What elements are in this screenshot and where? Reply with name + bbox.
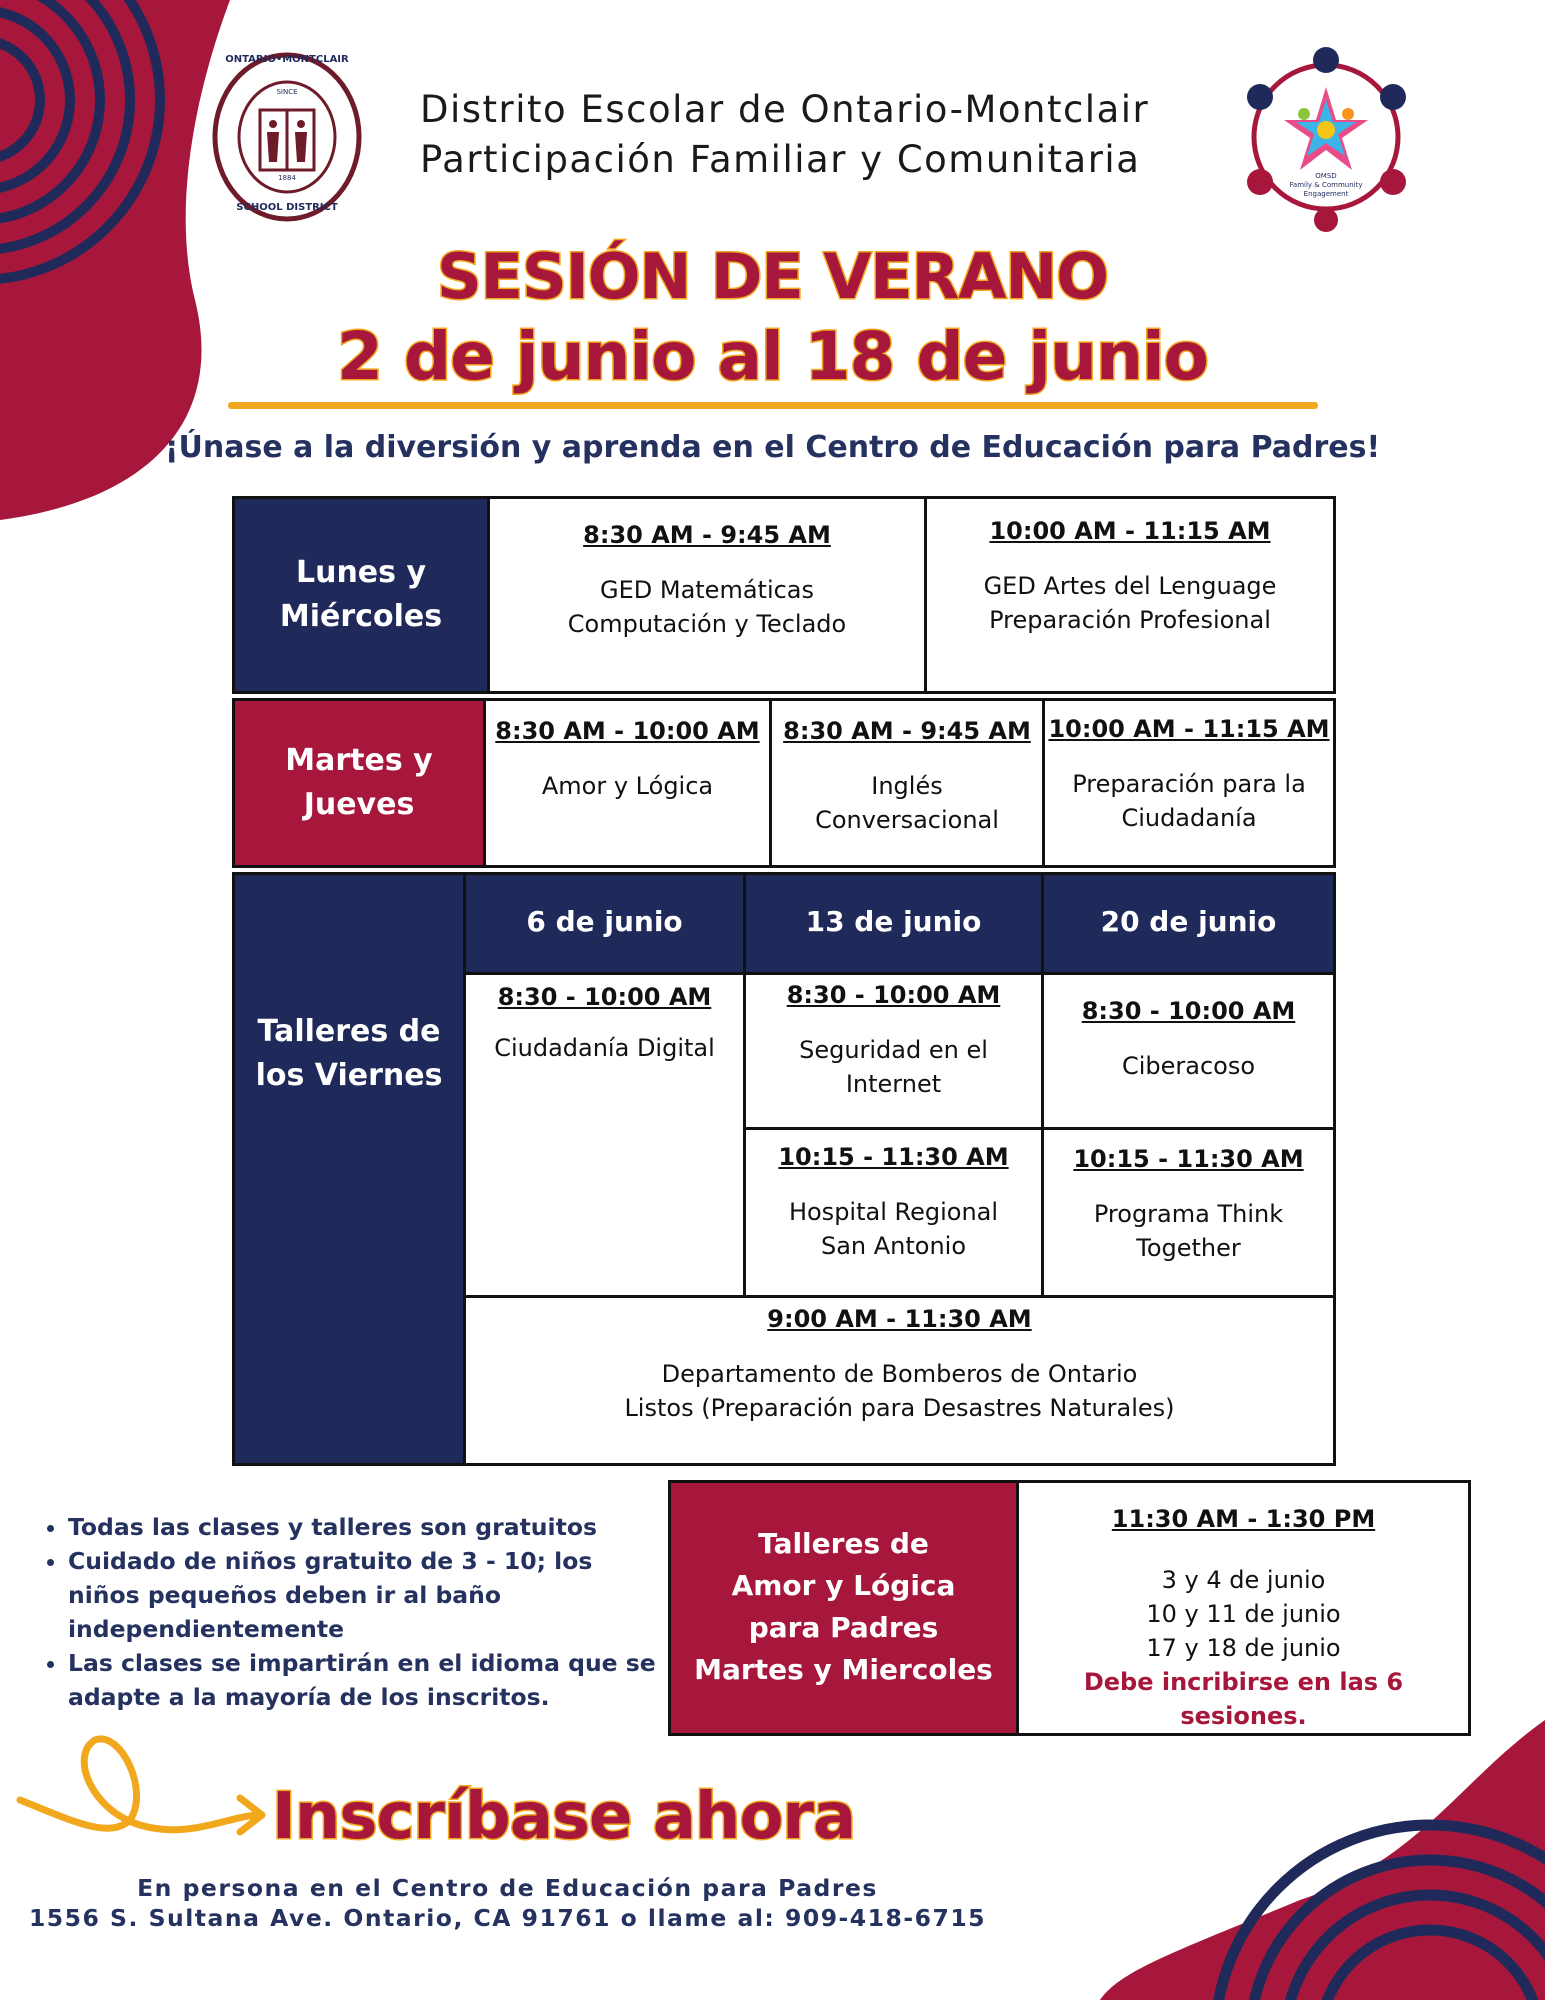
class-name: GED Artes del Lenguage bbox=[983, 572, 1277, 600]
omsd-engagement-logo bbox=[1238, 42, 1414, 232]
logo-year: 1884 bbox=[278, 174, 296, 182]
class-name: Departamento de Bomberos de Ontario bbox=[661, 1360, 1138, 1388]
swirl-arrow-icon bbox=[20, 1739, 262, 1832]
time-label: 10:00 AM - 11:15 AM bbox=[989, 517, 1271, 545]
viernes-d1-slot bbox=[466, 983, 743, 1065]
viernes-bottom-slot bbox=[466, 1305, 1333, 1425]
viernes-d3-slot-a bbox=[1044, 997, 1333, 1083]
class-name: Ciudadanía Digital bbox=[494, 1034, 715, 1062]
amor-logica-table bbox=[668, 1480, 1471, 1736]
class-name: Internet bbox=[845, 1070, 942, 1098]
amor-label-line: Martes y Miercoles bbox=[694, 1653, 993, 1686]
class-name: San Antonio bbox=[820, 1232, 967, 1260]
class-name: Hospital Regional bbox=[788, 1198, 999, 1226]
date-header-2: 13 de junio bbox=[746, 875, 1041, 973]
lunes-slot-2 bbox=[927, 499, 1333, 691]
martes-label-line-2: Jueves bbox=[303, 787, 415, 822]
viernes-d3-slot-b bbox=[1044, 1145, 1333, 1265]
date-header-1: 6 de junio bbox=[466, 875, 743, 973]
viernes-table bbox=[232, 872, 1336, 1466]
viernes-label-line-1: Talleres de bbox=[257, 1014, 441, 1049]
lunes-miercoles-table bbox=[232, 496, 1336, 694]
martes-slot-2 bbox=[772, 717, 1042, 837]
class-name: Listos (Preparación para Desastres Naturales) bbox=[624, 1394, 1175, 1422]
time-label: 9:00 AM - 11:30 AM bbox=[767, 1305, 1032, 1333]
logo-bottom-text: SCHOOL DISTRICT bbox=[236, 202, 338, 213]
lunes-miercoles-label bbox=[235, 499, 487, 691]
time-label: 8:30 - 10:00 AM bbox=[1081, 997, 1296, 1025]
amor-label-line: para Padres bbox=[748, 1611, 939, 1644]
class-name: Ciudadanía bbox=[1121, 804, 1257, 832]
bullet-free-classes: • Todas las clases y talleres son gratuitos bbox=[68, 1510, 668, 1544]
omsd-logo-text-2: Family & Community bbox=[1289, 181, 1363, 189]
title-underline bbox=[228, 402, 1318, 409]
class-name: GED Matemáticas bbox=[599, 576, 815, 604]
viernes-label bbox=[235, 875, 463, 1463]
time-label: 8:30 AM - 9:45 AM bbox=[783, 717, 1031, 745]
time-label: 8:30 - 10:00 AM bbox=[497, 983, 712, 1011]
logo-since-label: SINCE bbox=[276, 88, 298, 96]
class-name: Together bbox=[1136, 1234, 1241, 1262]
class-name: Inglés bbox=[871, 772, 943, 800]
footer-location: En persona en el Centro de Educación para Padres bbox=[137, 1874, 878, 1902]
bullet-childcare: • Cuidado de niños gratuito de 3 - 10; los niños pequeños deben ir al baño independientemente bbox=[68, 1544, 668, 1646]
session-date: 3 y 4 de junio bbox=[1161, 1566, 1326, 1594]
omsd-logo-text-3: Engagement bbox=[1303, 190, 1349, 198]
time-label: 10:00 AM - 11:15 AM bbox=[1048, 715, 1330, 743]
time-label: 8:30 - 10:00 AM bbox=[786, 981, 1001, 1009]
title-line-2: 2 de junio al 18 de junio bbox=[337, 318, 1208, 395]
time-label: 10:15 - 11:30 AM bbox=[778, 1143, 1009, 1171]
viernes-d2-slot-a bbox=[746, 981, 1041, 1101]
martes-jueves-label bbox=[235, 701, 483, 865]
amor-logica-label bbox=[671, 1483, 1016, 1733]
time-label: 11:30 AM - 1:30 PM bbox=[1111, 1505, 1376, 1533]
amor-label-line: Talleres de bbox=[758, 1527, 929, 1560]
lunes-slot-1 bbox=[490, 499, 924, 691]
footer-address-phone: 1556 S. Sultana Ave. Ontario, CA 91761 o llame al: 909-418-6715 bbox=[28, 1904, 987, 1932]
lunes-label-line-1: Lunes y bbox=[295, 555, 427, 590]
class-name: Ciberacoso bbox=[1121, 1052, 1256, 1080]
time-label: 10:15 - 11:30 AM bbox=[1073, 1145, 1304, 1173]
bullet-language: • Las clases se impartirán en el idioma que se adapte a la mayoría de los inscritos. bbox=[68, 1646, 668, 1714]
district-name: Distrito Escolar de Ontario-Montclair bbox=[420, 88, 1150, 131]
viernes-label-line-2: los Viernes bbox=[255, 1058, 443, 1093]
session-date: 17 y 18 de junio bbox=[1146, 1634, 1341, 1662]
martes-jueves-table bbox=[232, 698, 1336, 868]
session-date: 10 y 11 de junio bbox=[1146, 1600, 1341, 1628]
title-line-1: SESIÓN DE VERANO bbox=[437, 240, 1108, 313]
tagline: ¡Únase a la diversión y aprenda en el Centro de Educación para Padres! bbox=[164, 430, 1381, 465]
class-name: Preparación Profesional bbox=[989, 606, 1271, 634]
info-bullets bbox=[38, 1510, 668, 1714]
district-logo bbox=[212, 52, 362, 222]
time-label: 8:30 AM - 9:45 AM bbox=[583, 521, 831, 549]
time-label: 8:30 AM - 10:00 AM bbox=[495, 717, 760, 745]
class-name: Computación y Teclado bbox=[567, 610, 847, 638]
martes-slot-3 bbox=[1045, 715, 1333, 835]
class-name: Preparación para la bbox=[1072, 770, 1306, 798]
register-now-heading: Inscríbase ahora bbox=[272, 1780, 856, 1854]
martes-label-line-1: Martes y bbox=[285, 743, 433, 778]
amor-label-line: Amor y Lógica bbox=[731, 1569, 956, 1602]
lunes-label-line-2: Miércoles bbox=[279, 599, 443, 634]
registration-note: Debe incribirse en las 6 sesiones. bbox=[1083, 1668, 1404, 1730]
logo-top-text: ONTARIO•MONTCLAIR bbox=[225, 54, 349, 65]
class-name: Conversacional bbox=[815, 806, 999, 834]
program-name: Participación Familiar y Comunitaria bbox=[420, 138, 1141, 181]
viernes-d2-slot-b bbox=[746, 1143, 1041, 1263]
class-name: Seguridad en el bbox=[799, 1036, 988, 1064]
class-name: Programa Think bbox=[1093, 1200, 1284, 1228]
amor-logica-schedule bbox=[1019, 1505, 1468, 1733]
date-header-3: 20 de junio bbox=[1044, 875, 1333, 973]
omsd-logo-text-1: OMSD bbox=[1315, 172, 1337, 180]
class-name: Amor y Lógica bbox=[541, 772, 714, 800]
